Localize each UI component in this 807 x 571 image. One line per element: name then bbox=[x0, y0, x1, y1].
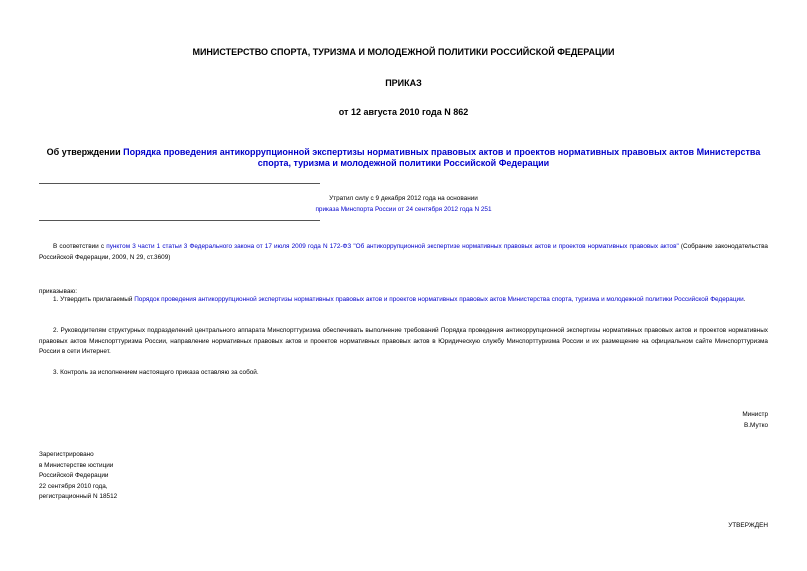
item1-prefix: 1. Утвердить прилагаемый bbox=[53, 296, 135, 303]
approved-label: УТВЕРЖДЕН bbox=[728, 522, 768, 529]
doc-date-heading: от 12 августа 2010 года N 862 bbox=[338, 107, 469, 117]
preamble-prefix: В соответствии с bbox=[53, 243, 107, 250]
bottom-divider bbox=[39, 220, 320, 221]
procedure-link[interactable]: Порядок проведения антикоррупционной экспертизы нормативных правовых актов и проектов нормативных правовых актов Министерства спорта, туризма и молодежной политики Российской Федерации bbox=[134, 296, 744, 303]
signature-name: В.Мутко bbox=[744, 421, 768, 429]
repeal-notice-link[interactable]: приказа Минспорта России от 24 сентября 2012 года N 251 bbox=[315, 205, 492, 213]
top-divider bbox=[39, 183, 320, 184]
item1-suffix: . bbox=[743, 296, 746, 303]
registration-line-5: регистрационный N 18512 bbox=[39, 493, 118, 500]
ministry-heading: МИНИСТЕРСТВО СПОРТА, ТУРИЗМА И МОЛОДЕЖНОЙ ПОЛИТИКИ РОССИЙСКОЙ ФЕДЕРАЦИИ bbox=[192, 47, 615, 57]
order-item-1 bbox=[39, 295, 768, 306]
registration-line-2: в Министерстве юстиции bbox=[39, 461, 114, 469]
registration-line-4: 22 сентября 2010 года, bbox=[39, 482, 108, 490]
registration-line-1: Зарегистрировано bbox=[39, 451, 94, 458]
preamble-law-link[interactable]: пунктом 3 части 1 статьи 3 Федерального закона от 17 июля 2009 года N 172-ФЗ "Об антикоррупционной экспертизе нормативных правовых актов и проектов нормативных правовых актов" bbox=[106, 243, 679, 250]
order-item-3: 3. Контроль за исполнением настоящего приказа оставляю за собой. bbox=[53, 369, 259, 376]
preamble-suffix: (Собрание законодательства Российской Федерации, 2009, N 29, ст.3609) bbox=[39, 243, 768, 261]
order-item-2: 2. Руководителям структурных подразделений центрального аппарата Минспорттуризма обеспечивать выполнение требований Порядка проведения антикоррупционной экспертизы нормативных правовых актов и проектов нормативных правовых актов Минспорттуризма России, направление нормативных правовых актов и проектов нормативных правовых актов в Юридическую службу Минспорттуризма России и их размещение на официальном сайте Минспорттуризма России в сети Интернет. bbox=[39, 327, 768, 355]
registration-line-3: Российской Федерации bbox=[39, 472, 109, 479]
registration-block bbox=[39, 450, 239, 503]
repeal-notice-text: Утратил силу с 9 декабря 2012 года на основании bbox=[329, 195, 478, 202]
document-title bbox=[40, 147, 767, 169]
title-link[interactable]: Порядка проведения антикоррупционной экспертизы нормативных правовых актов и проектов нормативных правовых актов Министерства спорта, туризма и молодежной политики Российской Федерации bbox=[123, 147, 761, 168]
title-prefix: Об утверждении bbox=[46, 147, 124, 157]
repeal-notice bbox=[250, 194, 557, 215]
signature-block bbox=[568, 410, 768, 431]
doc-type-heading: ПРИКАЗ bbox=[385, 78, 422, 88]
signature-position: Министр bbox=[742, 411, 768, 418]
order-word: приказываю: bbox=[39, 288, 77, 295]
preamble-paragraph bbox=[39, 242, 768, 263]
